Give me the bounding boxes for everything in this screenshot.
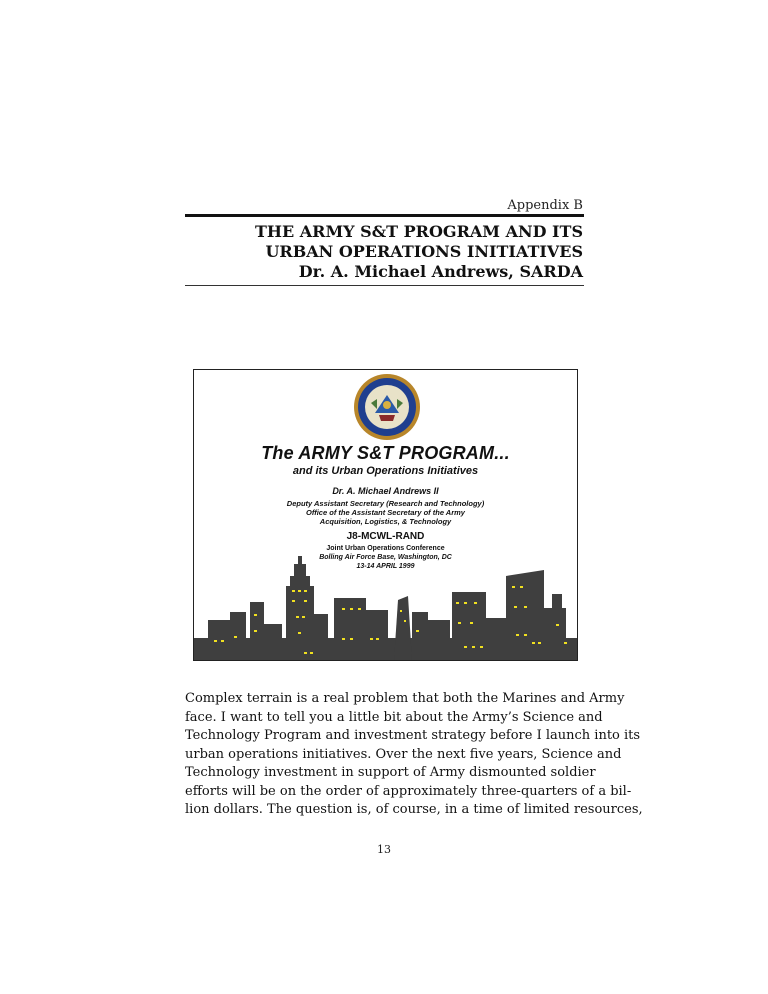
body-line: face. I want to tell you a little bit about the Army’s Science and (185, 709, 603, 725)
slide-role-line: Office of the Assistant Secretary of the Army (306, 508, 465, 517)
page-number: 13 (377, 843, 391, 856)
slide-role-line: Acquisition, Logistics, & Technology (319, 517, 452, 526)
body-line: Technology investment in support of Army dismounted soldier (185, 765, 596, 780)
chapter-title-author: Dr. A. Michael Andrews, SARDA (298, 262, 583, 281)
slide-title: The ARMY S&T PROGRAM... (261, 443, 510, 463)
slide-role-line: Deputy Assistant Secretary (Research and Technology) (286, 499, 485, 508)
title-rule-top (185, 214, 584, 217)
body-line: urban operations initiatives. Over the next five years, Science and (185, 746, 622, 762)
slide-conference-line: Bolling Air Force Base, Washington, DC (319, 554, 452, 561)
body-paragraph (185, 690, 643, 820)
slide-figure (193, 369, 578, 661)
army-seal-icon (353, 373, 421, 441)
slide-subtitle: and its Urban Operations Initiatives (292, 465, 479, 477)
title-rule-bottom (185, 285, 584, 286)
body-line: efforts will be on the order of approximately three-quarters of a bil- (185, 783, 632, 799)
chapter-title-line: THE ARMY S&T PROGRAM AND ITS (254, 222, 583, 241)
chapter-title (163, 222, 583, 282)
body-line: Complex terrain is a real problem that both the Marines and Army (185, 691, 625, 706)
city-skyline-graphic (194, 550, 578, 660)
body-line: lion dollars. The question is, of course, in a time of limited resources, (185, 802, 643, 817)
slide-conference-line: 13-14 APRIL 1999 (356, 563, 415, 570)
chapter-title-line: URBAN OPERATIONS INITIATIVES (265, 242, 583, 261)
slide-conference-org: J8-MCWL-RAND (346, 531, 425, 542)
body-line: Technology Program and investment strategy before I launch into its (185, 728, 641, 743)
slide-conference-line: Joint Urban Operations Conference (326, 545, 445, 552)
slide-author: Dr. A. Michael Andrews II (332, 486, 439, 496)
appendix-label: Appendix B (507, 198, 583, 213)
